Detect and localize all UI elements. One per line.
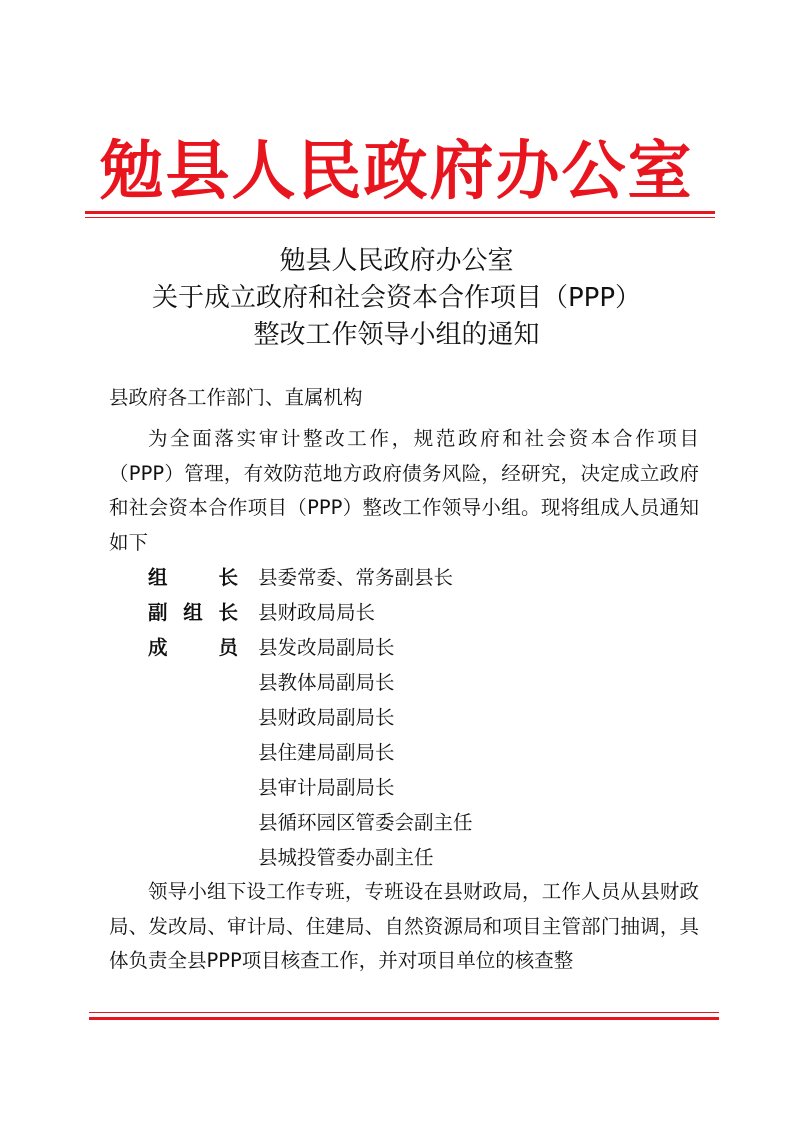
member-dept: 县审计局副局长 (258, 776, 395, 799)
body-paragraph-1: 为全面落实审计整改工作，规范政府和社会资本合作项目（PPP）管理，有效防范地方政府债务风险，经研究，决定成立政府和社会资本合作项目（PPP）整改工作领导小组。现将组成人员通知如下 (109, 427, 699, 554)
member-dept: 县城投管委办副主任 (258, 846, 434, 869)
member-dept: 县教体局副局长 (258, 671, 395, 694)
member-row (0, 631, 793, 665)
title-line-3: 整改工作领导小组的通知 (253, 320, 540, 350)
member-dept: 县委常委、常务副县长 (258, 566, 454, 589)
member-dept: 县住建局副局长 (258, 741, 395, 764)
member-row (0, 701, 793, 735)
title-line-1: 勉县人民政府办公室 (279, 246, 514, 276)
member-dept: 县财政局副局长 (258, 706, 395, 729)
masthead-rule-thin (85, 217, 715, 218)
member-row (0, 736, 793, 770)
member-row (0, 841, 793, 875)
member-role: 副组长 (148, 601, 238, 624)
masthead: 勉县人民政府办公室 (99, 134, 694, 209)
member-role: 成 员 (148, 636, 238, 659)
footer-rule-thin (89, 1012, 719, 1013)
body-paragraph-2: 领导小组下设工作专班，专班设在县财政局，工作人员从县财政局、发改局、审计局、住建局、自然资源局和项目主管部门抽调，具体负责全县PPP项目核查工作，并对项目单位的核查整 (109, 880, 699, 972)
document-title (0, 243, 793, 354)
member-row (0, 771, 793, 805)
masthead-rule-thick (85, 211, 715, 214)
member-row (0, 806, 793, 840)
member-dept: 县循环园区管委会副主任 (258, 811, 473, 834)
member-row (0, 596, 793, 630)
member-role: 组 长 (148, 566, 238, 589)
member-dept: 县财政局局长 (258, 601, 376, 624)
footer-rule-thick (89, 1017, 719, 1020)
member-row (0, 561, 793, 595)
title-line-2: 关于成立政府和社会资本合作项目（PPP） (151, 283, 642, 313)
member-row (0, 666, 793, 700)
recipient-line: 县政府各工作部门、直属机构 (109, 386, 363, 409)
member-dept: 县发改局副局长 (258, 636, 395, 659)
